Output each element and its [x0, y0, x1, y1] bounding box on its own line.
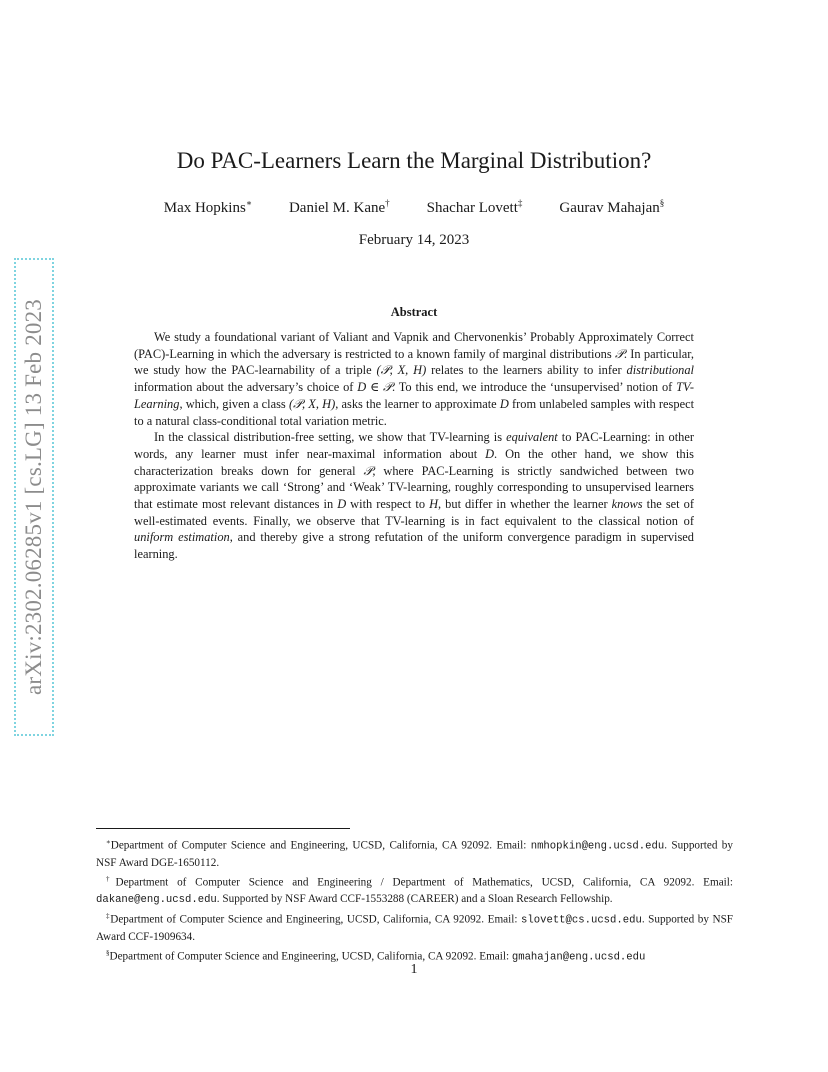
abstract-body	[134, 329, 694, 563]
paper-title: Do PAC-Learners Learn the Marginal Distribution?	[176, 148, 652, 173]
author: Daniel M. Kane†	[288, 198, 390, 216]
abstract-heading: Abstract	[390, 305, 438, 319]
paper-date: February 14, 2023	[358, 232, 470, 248]
footnotes	[96, 834, 733, 966]
email-link[interactable]: nmhopkin@eng.ucsd.edu	[530, 840, 665, 853]
footnote-rule	[96, 828, 350, 829]
footnote: §Department of Computer Science and Engineering, UCSD, California, CA 92092. Email: gmahajan@eng.ucsd.edu	[106, 948, 646, 964]
arxiv-stamp	[14, 258, 54, 736]
footnote: ∗Department of Computer Science and Engineering, UCSD, California, CA 92092. Email: nmhopkin@eng.ucsd.edu. Supported by NSF Award DGE-1650112.	[96, 838, 733, 869]
author-list	[0, 198, 828, 217]
author: Max Hopkins∗	[163, 198, 252, 216]
author: Shachar Lovett‡	[426, 198, 523, 216]
email-link[interactable]: slovett@cs.ucsd.edu	[521, 914, 642, 927]
footnote: ‡Department of Computer Science and Engineering, UCSD, California, CA 92092. Email: slovett@cs.ucsd.edu. Supported by NSF Award CCF-1909634.	[96, 911, 734, 943]
email-link[interactable]: dakane@eng.ucsd.edu	[96, 893, 217, 906]
arxiv-stamp-text: arXiv:2302.06285v1 [cs.LG] 13 Feb 2023	[21, 299, 46, 695]
footnote: †Department of Computer Science and Engineering / Department of Mathematics, UCSD, California, CA 92092. Email: dakane@eng.ucsd.edu. Supported by NSF Award CCF-1553288 (CAREER) and a Sloan Research Fellowship.	[96, 874, 734, 906]
page-number: 1	[410, 962, 418, 977]
email-link[interactable]: gmahajan@eng.ucsd.edu	[511, 951, 646, 964]
abstract-paragraph: In the classical distribution-free setting, we show that TV-learning is equivalent to PAC-Learning: in other words, any learner must infer near-maximal information about D. On the other hand, we show this characterization breaks down for general 𝒫, where PAC-Learning is strictly sandwiched between two approximate variants we call ‘Strong’ and ‘Weak’ TV-learning, roughly corresponding to unsupervised learners that estimate most relevant distances in D with respect to H, but differ in whether the learner knows the set of well-estimated events. Finally, we observe that TV-learning is in fact equivalent to the classical notion of uniform estimation, and thereby give a strong refutation of the uniform convergence paradigm in supervised learning.	[134, 430, 695, 562]
author: Gaurav Mahajan§	[559, 198, 665, 216]
abstract-paragraph: We study a foundational variant of Valiant and Vapnik and Chervonenkis’ Probably Approximately Correct (PAC)-Learning in which the adversary is restricted to a known family of marginal distributions 𝒫. In particular, we study how the PAC-learnability of a triple (𝒫, X, H) relates to the learners ability to infer distributional information about the adversary’s choice of D ∈ 𝒫. To this end, we introduce the ‘unsupervised’ notion of TV-Learning, which, given a class (𝒫, X, H), asks the learner to approximate D from unlabeled samples with respect to a natural class-conditional total variation metric.	[134, 330, 695, 428]
